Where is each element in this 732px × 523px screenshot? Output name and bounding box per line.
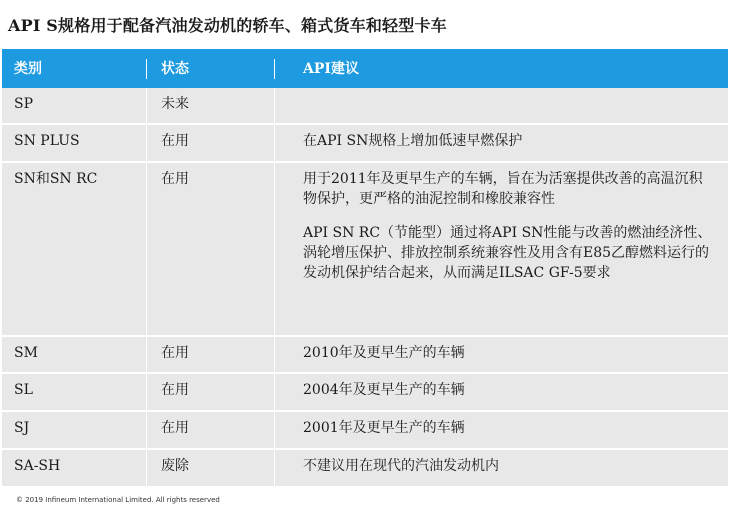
row-category: SM — [14, 345, 38, 361]
copyright-notice: © 2019 Infineum International Limited. All rights reserved — [16, 496, 220, 504]
page-title: API S规格用于配备汽油发动机的轿车、箱式货车和轻型卡车 — [8, 16, 447, 35]
table-row — [2, 88, 728, 125]
row-status: 在用 — [146, 374, 274, 410]
header-status: 状态 — [146, 59, 274, 79]
row-description — [274, 337, 728, 372]
table-row — [2, 337, 728, 374]
description-paragraph: 在API SN规格上增加低速早燃保护 — [303, 133, 523, 149]
table-row — [2, 163, 728, 337]
table-row — [2, 374, 728, 412]
row-category: SL — [14, 382, 33, 398]
row-category: SJ — [14, 420, 30, 436]
description-paragraph: 2001年及更早生产的车辆 — [303, 420, 465, 436]
table-row — [2, 125, 728, 163]
row-status: 在用 — [146, 125, 274, 161]
description-paragraph: 2010年及更早生产的车辆 — [303, 345, 465, 361]
row-description — [274, 412, 728, 448]
row-status: 在用 — [146, 337, 274, 372]
row-description — [274, 163, 728, 335]
row-status: 未来 — [146, 88, 274, 123]
table-row — [2, 412, 728, 450]
row-description — [274, 374, 728, 410]
row-description — [274, 88, 728, 123]
row-category: SN和SN RC — [14, 171, 98, 187]
row-category: SN PLUS — [14, 133, 80, 149]
api-spec-table — [2, 49, 728, 488]
table-header — [2, 49, 728, 88]
description-paragraph: 不建议用在现代的汽油发动机内 — [303, 458, 499, 474]
header-recommendation: API建议 — [274, 59, 728, 79]
description-paragraph: 2004年及更早生产的车辆 — [303, 382, 465, 398]
row-status: 在用 — [146, 412, 274, 448]
row-description — [274, 125, 728, 161]
description-paragraph: API SN RC（节能型）通过将API SN性能与改善的燃油经济性、涡轮增压保护、排放控制系统兼容性及用含有E85乙醇燃料运行的发动机保护结合起来，从而满足ILSAC GF-5要求 — [303, 225, 712, 281]
row-category: SP — [14, 96, 34, 112]
table-row — [2, 450, 728, 488]
header-category: 类别 — [14, 60, 42, 77]
row-category: SA-SH — [14, 458, 61, 474]
row-status: 在用 — [146, 163, 274, 335]
row-status: 废除 — [146, 450, 274, 486]
description-paragraph: 用于2011年及更早生产的车辆，旨在为活塞提供改善的高温沉积物保护，更严格的油泥控制和橡胶兼容性 — [303, 171, 703, 207]
row-description — [274, 450, 728, 486]
